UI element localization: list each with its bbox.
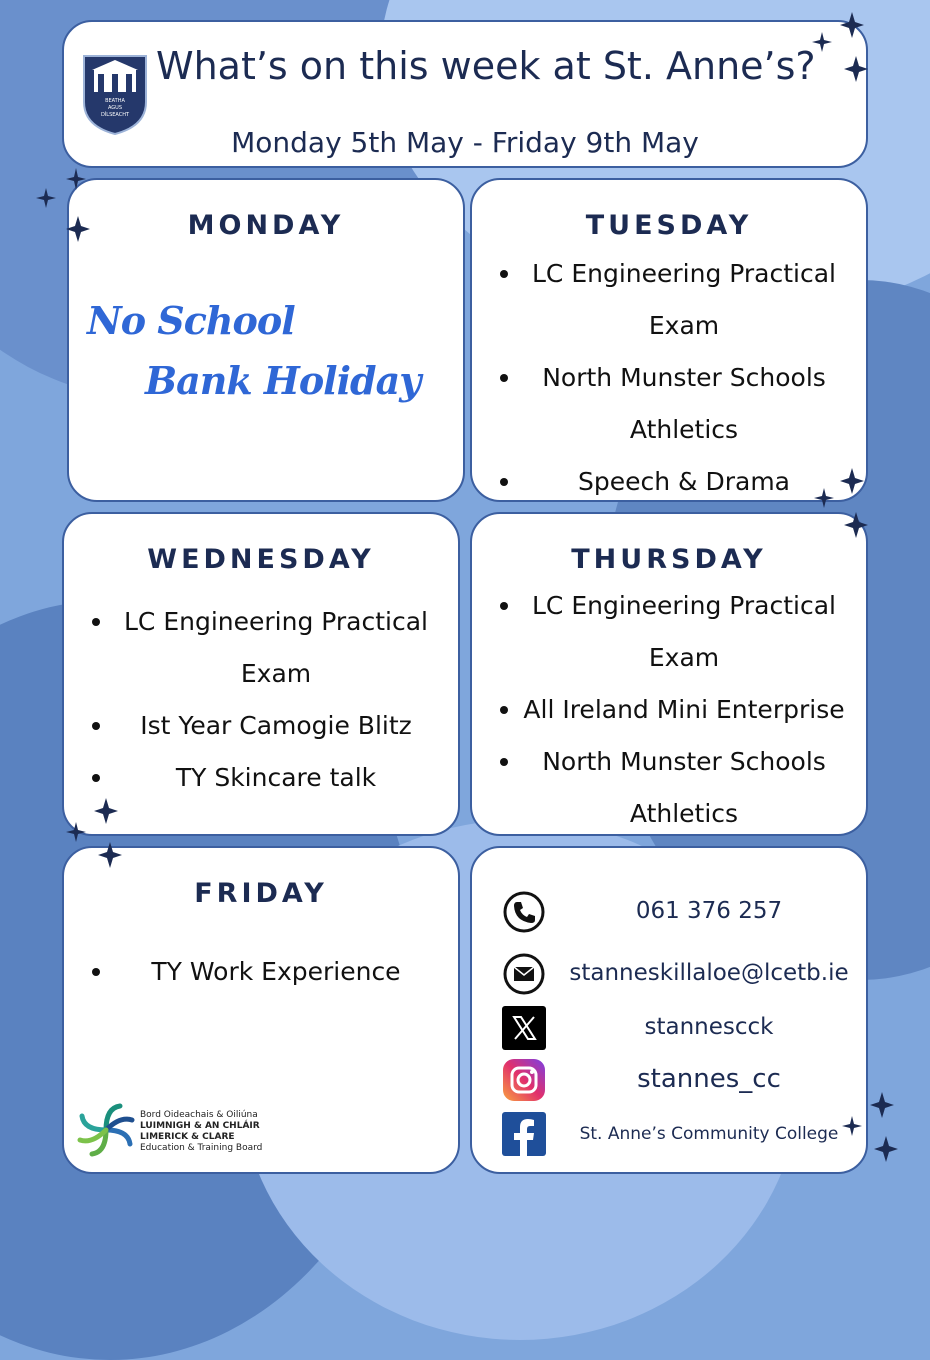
friday-event-list <box>84 946 438 998</box>
no-school-text: No School <box>87 298 295 343</box>
contact-x <box>502 1006 856 1050</box>
bank-holiday-text: Bank Holiday <box>145 358 421 403</box>
friday-card <box>62 846 460 1174</box>
contact-email <box>502 952 856 996</box>
svg-text:AGUS: AGUS <box>107 105 123 111</box>
day-heading-monday: MONDAY <box>187 210 345 241</box>
day-heading-friday: FRIDAY <box>194 878 328 909</box>
school-crest-icon <box>80 52 150 136</box>
list-item: Ist Year Camogie Blitz <box>84 700 438 752</box>
list-item: Speech & Drama <box>492 456 846 508</box>
etb-logo-icon <box>76 1100 136 1160</box>
instagram-handle[interactable]: stannes_cc <box>637 1064 781 1094</box>
day-heading-wednesday: WEDNESDAY <box>147 544 375 575</box>
sparkle-icon <box>836 1090 906 1174</box>
email-address[interactable]: stanneskillaloe@lcetb.ie <box>569 960 849 986</box>
facebook-icon <box>502 1112 546 1156</box>
etb-logo-text: Bord Oideachais & Oiliúna LUIMNIGH & AN CHLÁIR LIMERICK & CLARE Education & Training Board <box>140 1110 263 1153</box>
list-item: North Munster Schools Athletics <box>492 736 846 840</box>
page-title: What’s on this week at St. Anne’s? <box>156 44 816 88</box>
week-dates: Monday 5th May - Friday 9th May <box>231 126 699 159</box>
header-card <box>62 20 868 168</box>
monday-card <box>67 178 465 502</box>
wednesday-card <box>62 512 460 836</box>
phone-number: 061 376 257 <box>635 898 783 924</box>
thursday-event-list <box>492 580 846 840</box>
sparkle-icon <box>806 466 876 550</box>
wednesday-event-list <box>84 596 438 804</box>
tuesday-event-list <box>492 248 846 508</box>
svg-text:DÍLSEACHT: DÍLSEACHT <box>100 112 130 118</box>
list-item: LC Engineering Practical Exam <box>84 596 438 700</box>
list-item: All Ireland Mini Enterprise <box>492 684 846 736</box>
email-icon <box>502 952 546 996</box>
thursday-card <box>470 512 868 836</box>
tuesday-card <box>470 178 868 502</box>
contact-instagram <box>502 1058 856 1102</box>
instagram-icon <box>502 1058 546 1102</box>
day-heading-tuesday: TUESDAY <box>585 210 753 241</box>
list-item: North Munster Schools Athletics <box>492 352 846 456</box>
day-heading-thursday: THURSDAY <box>571 544 767 575</box>
phone-icon <box>502 890 546 934</box>
sparkle-icon <box>60 796 130 880</box>
list-item: LC Engineering Practical Exam <box>492 580 846 684</box>
list-item: TY Work Experience <box>84 946 438 998</box>
svg-text:BEATHA: BEATHA <box>105 98 125 104</box>
x-handle[interactable]: stannescck <box>644 1014 774 1040</box>
contact-facebook <box>502 1112 856 1156</box>
list-item: LC Engineering Practical Exam <box>492 248 846 352</box>
facebook-name[interactable]: St. Anne’s Community College <box>579 1124 839 1144</box>
list-item: TY Skincare talk <box>84 752 438 804</box>
sparkle-icon <box>30 166 100 250</box>
x-logo-icon <box>502 1006 546 1050</box>
contact-phone <box>502 890 856 934</box>
sparkle-icon <box>806 10 876 90</box>
contact-card <box>470 846 868 1174</box>
